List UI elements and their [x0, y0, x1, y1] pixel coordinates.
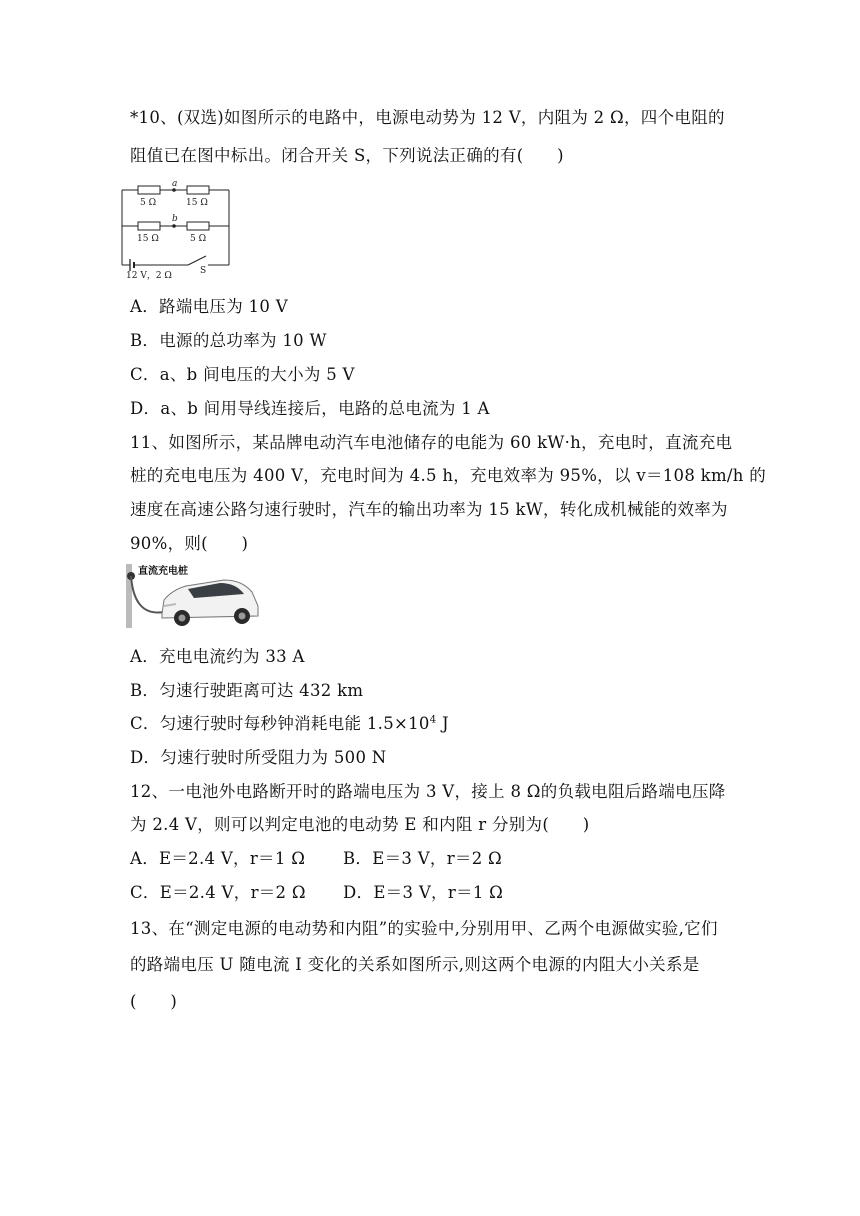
q11-option-b: B．匀速行驶距离可达 432 km — [130, 681, 364, 700]
q11-stem-line-2: 桩的充电电压为 400 V，充电时间为 4.5 h，充电效率为 95%，以 v＝108 km/h 的 — [130, 466, 767, 485]
resistor-15ohm-bottom-icon — [138, 222, 160, 230]
q12-option-d: D．E＝3 V，r＝1 Ω — [343, 883, 504, 902]
q10-option-a: A．路端电压为 10 V — [130, 297, 288, 316]
r1-label: 5 Ω — [140, 198, 157, 208]
q13-stem-line-2: 的路端电压 U 随电流 I 变化的关系如图所示,则这两个电源的内阻大小关系是 — [130, 955, 700, 974]
q10-option-d: D．a、b 间用导线连接后，电路的总电流为 1 A — [130, 399, 490, 418]
r2-label: 15 Ω — [186, 198, 208, 208]
resistor-15ohm-top-icon — [187, 186, 209, 194]
source-label: 12 V，2 Ω — [126, 271, 172, 280]
charging-pile-label: 直流充电桩 — [138, 566, 188, 577]
switch-label: S — [200, 266, 207, 276]
q11-option-c: C．匀速行驶时每秒钟消耗电能 $1.5\times 10^4$ J — [130, 714, 449, 733]
q10-option-b: B．电源的总功率为 10 W — [130, 331, 327, 350]
q10-option-c: C．a、b 间电压的大小为 5 V — [130, 365, 355, 384]
q11-stem-line-4: 90%，则( ) — [130, 534, 249, 553]
q12-stem-line-2: 为 2.4 V，则可以判定电池的电动势 E 和内阻 r 分别为( ) — [130, 815, 590, 834]
q12-option-c: C．E＝2.4 V，r＝2 Ω — [130, 883, 306, 902]
q11-option-a: A．充电电流约为 33 A — [130, 647, 305, 666]
q11-stem-line-1: 11、如图所示，某品牌电动汽车电池储存的电能为 60 kW·h，充电时，直流充电 — [130, 433, 733, 452]
charging-cable-icon — [131, 576, 164, 613]
resistor-5ohm-top-icon — [138, 186, 160, 194]
node-a-label: a — [172, 180, 178, 189]
electric-car-icon — [162, 580, 258, 626]
q10-circuit-diagram — [118, 180, 248, 280]
q10-stem-line-2: 阻值已在图中标出。闭合开关 S，下列说法正确的有( ) — [130, 146, 564, 165]
q12-option-b: B．E＝3 V，r＝2 Ω — [343, 849, 503, 868]
q12-stem-line-1: 12、一电池外电路断开时的路端电压为 3 V，接上 8 Ω的负载电阻后路端电压降 — [130, 782, 726, 801]
q13-stem-line-3: ( ) — [130, 992, 178, 1011]
q11-option-d: D．匀速行驶时所受阻力为 500 N — [130, 748, 387, 767]
q11-charging-car-figure — [124, 562, 264, 630]
q10-stem-line-1: *10、(双选)如图所示的电路中，电源电动势为 12 V，内阻为 2 Ω，四个电阻的 — [130, 108, 725, 127]
resistor-5ohm-bottom-icon — [187, 222, 209, 230]
node-b-label: b — [172, 214, 178, 224]
r4-label: 5 Ω — [190, 234, 207, 244]
q12-option-a: A．E＝2.4 V，r＝1 Ω — [130, 849, 306, 868]
r3-label: 15 Ω — [137, 234, 159, 244]
q13-stem-line-1: 13、在“测定电源的电动势和内阻”的实验中,分别用甲、乙两个电源做实验,它们 — [130, 919, 718, 938]
q11-stem-line-3: 速度在高速公路匀速行驶时，汽车的输出功率为 15 kW，转化成机械能的效率为 — [130, 500, 728, 519]
